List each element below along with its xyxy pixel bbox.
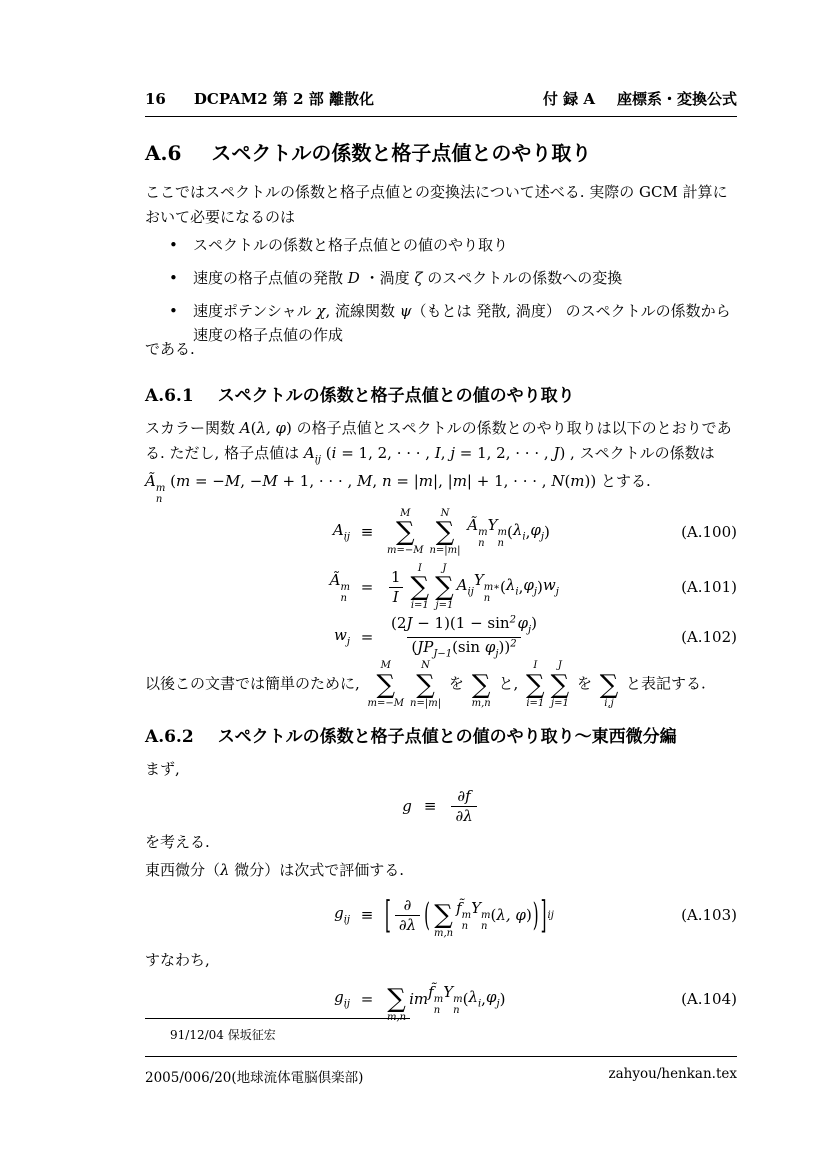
bullet-text: スペクトルの係数と格子点値との値のやり取り: [193, 236, 509, 254]
equation-relation: ≡: [423, 797, 437, 815]
equation-relation: ≡: [360, 523, 374, 541]
equation-number: (A.101): [681, 578, 737, 596]
equation-number: (A.103): [681, 906, 737, 924]
equation-lhs: $w_j$: [334, 626, 350, 648]
bullet-text: 速度の格子点値の発散 D ・渦度 ζ のスペクトルの係数への変換: [193, 269, 623, 287]
subsection-title: スペクトルの係数と格子点値との値のやり取り: [217, 386, 575, 406]
bullet-icon: •: [169, 302, 178, 320]
header-right: [543, 88, 737, 109]
bullet-icon: •: [169, 269, 178, 287]
equation-a100: [145, 503, 737, 561]
intro-paragraph: ここではスペクトルの係数と格子点値との変換法について述べる. 実際の GCM 計算において必要になるのは: [145, 183, 728, 226]
equation-rhs: [ $\frac{\partial}{\partial\lambda}$ ( ∑ m,n f̃ m n Y m n ( λ, φ ) ) ] ij: [385, 892, 554, 939]
eval-line: 東西微分（λ 微分）は次式で評価する.: [145, 861, 405, 879]
footer-right-text: zahyou/henkan.tex: [608, 1066, 737, 1082]
equation-lhs: $A_{ij}$: [332, 521, 350, 543]
subsection-title: スペクトルの係数と格子点値との値のやり取り～東西微分編: [217, 727, 677, 747]
subsection-number: A.6.1: [145, 386, 194, 406]
equation-relation: =: [360, 628, 374, 646]
footnote-rule: [145, 1018, 410, 1019]
equation-rhs: $\frac{1}{I}$ I ∑ i=1 J ∑ j=1 $A_{ij}$ Y m∗ n ( $\lambda_i$ , $\varphi_j$ ) $w_j$: [384, 563, 559, 612]
after-bullets-text: である.: [145, 340, 195, 358]
equation-rhs: M ∑ m=−M N ∑ n=|m| Ã m n Y m n ( $\lambda_i$ , $\varphi_j$ ): [387, 507, 550, 556]
bullet-icon: •: [169, 236, 178, 254]
header-left: [145, 88, 374, 109]
footer-left-text: 2005/006/20(地球流体電脳倶楽部): [145, 1070, 364, 1086]
page-number: 16: [145, 90, 166, 108]
subsection-number: A.6.2: [145, 727, 194, 747]
sunawachi-text: すなわち,: [145, 951, 210, 969]
equation-a101: [145, 561, 737, 613]
equation-a104: [145, 974, 737, 1024]
footer-rule: [145, 1056, 737, 1057]
equation-number: (A.100): [681, 523, 737, 541]
sum-notation-paragraph: 以後この文書では簡単のために, M ∑ m=−M N ∑ n=|m| を ∑ m,n と, I ∑ i=1 J ∑ j=1 を ∑ i,j と表記する.: [145, 660, 706, 709]
equation-g-definition: [145, 784, 737, 828]
mazu-text: まず,: [145, 760, 180, 778]
equation-lhs: Ã m n: [329, 570, 350, 604]
page-header: [145, 88, 737, 109]
subsection-heading-a62: [145, 727, 737, 747]
section-heading: [145, 141, 737, 165]
equation-a102: [145, 613, 737, 661]
bullet-item-divergence-vorticity: [145, 266, 737, 290]
equation-rhs: ∑ m,n im f̃ m n Y m n ( $\lambda_i$ , $\varphi_j$ ): [387, 982, 506, 1023]
equation-a103: [145, 884, 737, 946]
equation-number: (A.102): [681, 628, 737, 646]
equation-number: (A.104): [681, 990, 737, 1008]
equation-rhs: $\frac{(2J - 1)(1 - \sin^2 \varphi_j)}{(JP_{J-1}(\sin \varphi_j))^2}$: [391, 613, 537, 659]
page-footer: [145, 1056, 737, 1086]
consider-text: を考える.: [145, 833, 210, 851]
section-number: A.6: [145, 141, 182, 165]
header-right-title: 座標系・変換公式: [616, 90, 737, 108]
equation-rhs: $\frac{\partial f}{\partial\lambda}$: [448, 787, 479, 826]
equation-relation: =: [360, 990, 374, 1008]
equation-relation: =: [360, 578, 374, 596]
footnote-text: 91/12/04 保坂征宏: [170, 1028, 276, 1042]
equation-lhs: g: [402, 797, 412, 815]
equation-block-1: [145, 503, 737, 661]
subsection-heading-a61: [145, 386, 737, 406]
header-appendix-label: 付 録 A: [542, 90, 595, 108]
section-title: スペクトルの係数と格子点値とのやり取り: [211, 141, 592, 165]
equation-relation: ≡: [360, 906, 374, 924]
header-rule: [145, 116, 737, 117]
bullet-item-exchange: [145, 233, 737, 257]
sub1-paragraph: スカラー関数 A(λ, φ) の格子点値とスペクトルの係数とのやり取りは以下のとおりである. ただし, 格子点値は $A_{ij}$ (i = 1, 2, · · · , I, j = 1, 2, · · · , J) , スペクトルの係数は Ã m n (m = −M, −M + 1, · · · , M, n = |m|, |m| + 1, · · · , N(m)) とする.: [145, 419, 732, 505]
footnote: [145, 1018, 737, 1043]
equation-lhs: $g_{ij}$: [334, 904, 350, 926]
bullet-text: 速度ポテンシャル χ, 流線関数 ψ（もとは 発散, 渦度） のスペクトルの係数から速度の格子点値の作成: [193, 302, 731, 344]
header-left-title: DCPAM2 第 2 部 離散化: [193, 90, 375, 108]
equation-lhs: $g_{ij}$: [334, 988, 350, 1010]
